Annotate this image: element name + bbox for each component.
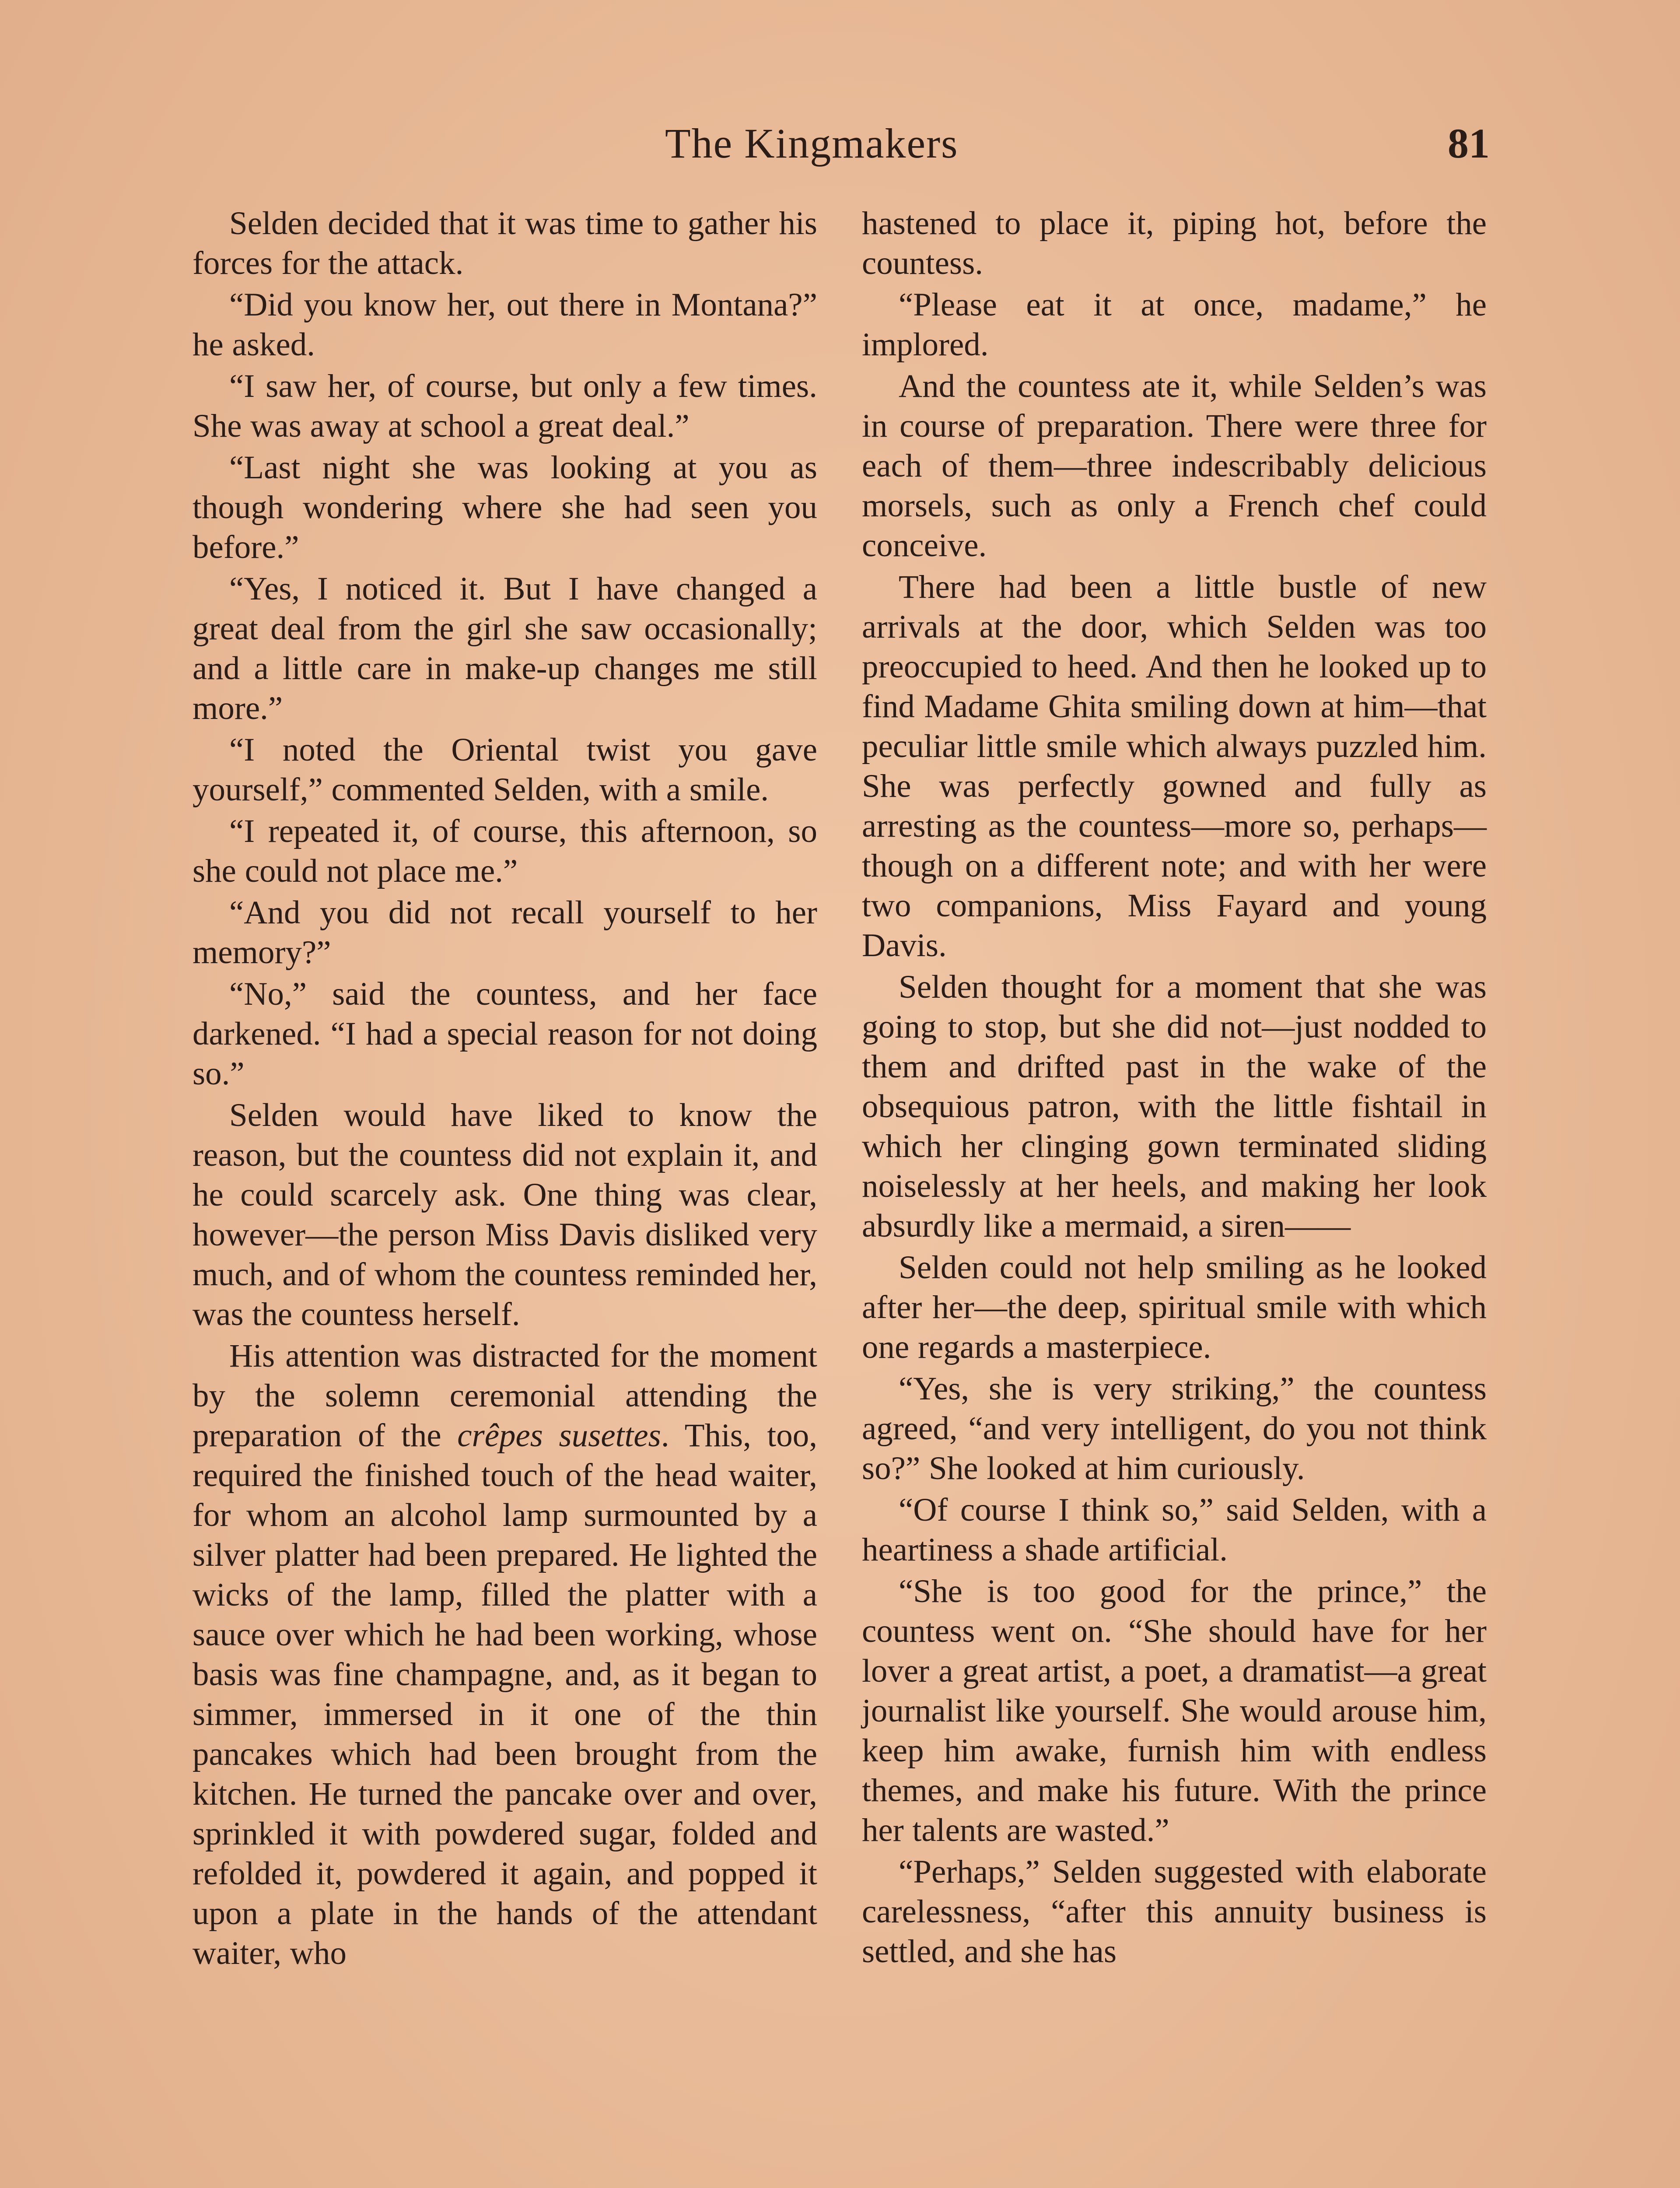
paragraph-text: His attention was distracted for the moment by the solemn ceremonial attending the preparation of the — [192, 1338, 817, 1454]
paragraph: “No,” said the countess, and her face darkened. “I had a special reason for not doing so.” — [192, 976, 817, 1092]
italic-term: crêpes susettes — [457, 1417, 661, 1454]
paragraph: “I repeated it, of course, this afternoon, so she could not place me.” — [192, 813, 817, 889]
paragraph: Selden would have liked to know the reason, but the countess did not explain it, and he could scarcely ask. One thing was clear, however—the person Miss Davis disliked very much, and of whom the countess reminded her, was the countess herself. — [192, 1097, 817, 1332]
paragraph: Selden thought for a moment that she was going to stop, but she did not—just nodded to them and drifted past in the wake of the obsequious patron, with the little fishtail in which her clinging gown terminated sliding noiselessly at her heels, and making her look absurdly like a mermaid, a siren—— — [862, 969, 1487, 1244]
paragraph: “Yes, I noticed it. But I have changed a great deal from the girl she saw occasionally; and a little care in make-up changes me still more.” — [192, 571, 817, 726]
paragraph: “Of course I think so,” said Selden, with a heartiness a shade artificial. — [862, 1492, 1487, 1568]
paragraph: “Please eat it at once, madame,” he implored. — [862, 287, 1487, 363]
left-column — [192, 203, 817, 1975]
paragraph: “Yes, she is very striking,” the countess agreed, “and very intelligent, do you not think so?” She looked at him curiously. — [862, 1371, 1487, 1487]
paragraph: There had been a little bustle of new arrivals at the door, which Selden was too preoccupied to heed. And then he looked up to find Madame Ghita smiling down at him—that peculiar little smile which always puzzled him. She was perfectly gowned and fully as arresting as the countess—more so, perhaps—though on a different note; and with her were two companions, Miss Fayard and young Davis. — [862, 569, 1487, 964]
paragraph: “I noted the Oriental twist you gave yourself,” commented Selden, with a smile. — [192, 732, 817, 808]
right-column — [862, 203, 1487, 1973]
running-title: The Kingmakers — [665, 120, 959, 167]
paragraph: “Perhaps,” Selden suggested with elaborate carelessness, “after this annuity business is settled, and she has — [862, 1854, 1487, 1970]
paragraph: “Did you know her, out there in Montana?” he asked. — [192, 287, 817, 363]
paragraph: “Last night she was looking at you as though wondering where she had seen you before.” — [192, 449, 817, 565]
paragraph: Selden could not help smiling as he looked after her—the deep, spiritual smile with which one regards a masterpiece. — [862, 1249, 1487, 1365]
paragraph-text: . This, too, required the finished touch of the head waiter, for whom an alcohol lamp surmounted by a silver platter had been prepared. He lighted the wicks of the lamp, filled the platter with a sauce over which he had been working, whose basis was fine champagne, and, as it began to simmer, immersed in it one of the thin pancakes which had been brought from the kitchen. He turned the pancake over and over, sprinkled it with powdered sugar, folded and refolded it, powdered it again, and popped it upon a plate in the hands of the attendant waiter, who — [192, 1417, 818, 1971]
paragraph: “And you did not recall yourself to her memory?” — [192, 894, 817, 971]
paragraph: Selden decided that it was time to gather his forces for the attack. — [192, 205, 817, 281]
page-number: 81 — [1448, 120, 1490, 167]
paragraph-continued: hastened to place it, piping hot, before the countess. — [862, 205, 1487, 281]
paragraph — [192, 1336, 817, 1973]
paragraph: And the countess ate it, while Selden’s was in course of preparation. There were three for each of them—three indescribably delicious morsels, such as only a French chef could conceive. — [862, 368, 1487, 564]
paragraph: “She is too good for the prince,” the countess went on. “She should have for her lover a great artist, a poet, a dramatist—a great journalist like yourself. She would arouse him, keep him awake, furnish him with endless themes, and make his future. With the prince her talents are wasted.” — [862, 1573, 1487, 1848]
paragraph: “I saw her, of course, but only a few times. She was away at school a great deal.” — [192, 368, 817, 444]
